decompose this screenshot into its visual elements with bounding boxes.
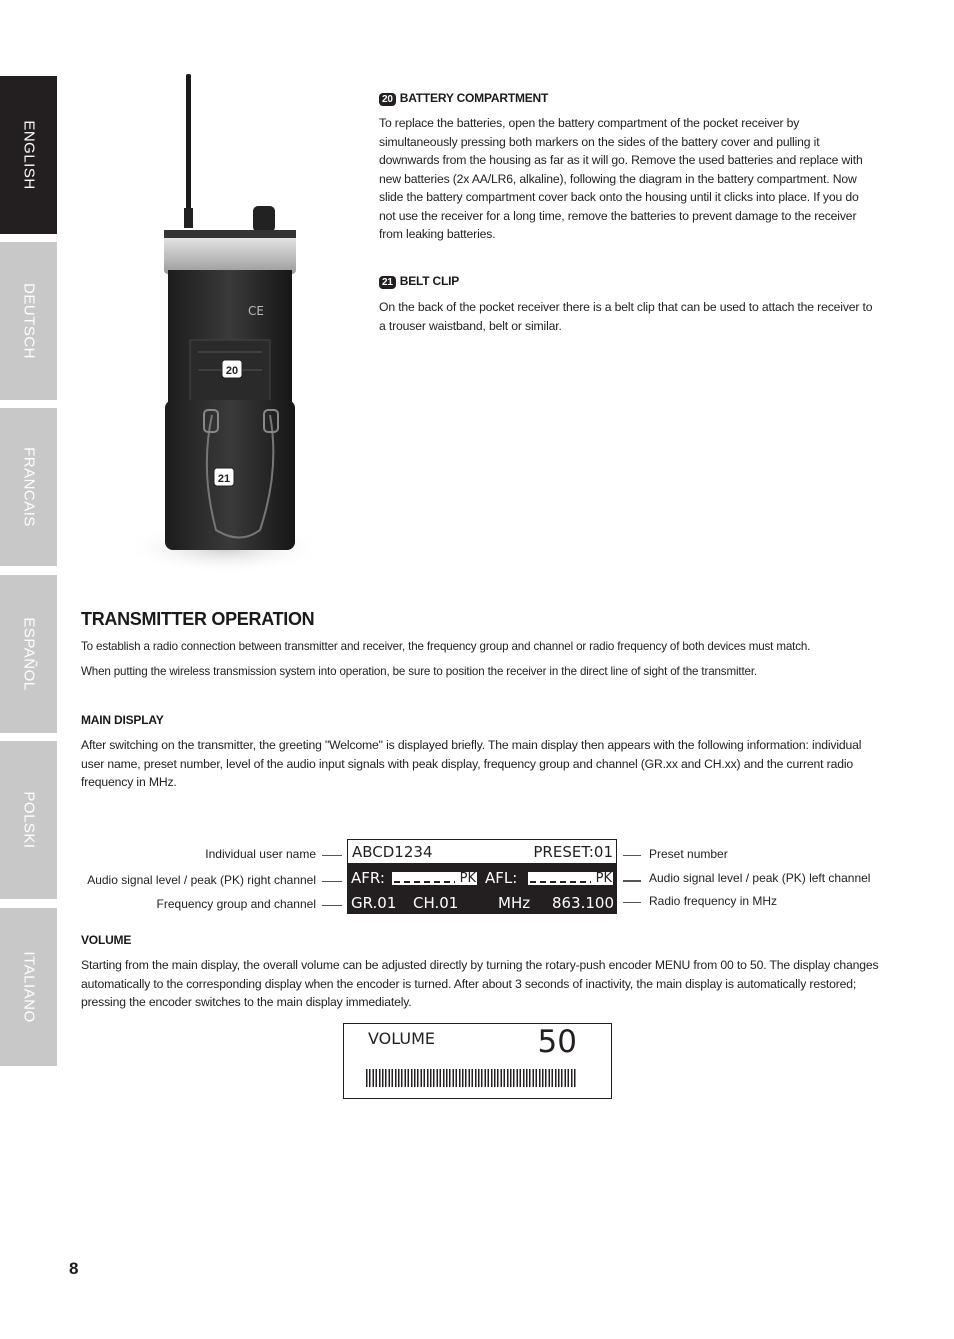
battery-heading <box>379 91 548 106</box>
lcd-mhz: MHz <box>498 894 531 912</box>
tab-francais-label: FRANCAIS <box>20 447 37 527</box>
tab-deutsch[interactable] <box>0 242 57 400</box>
callout-right-channel: Audio signal level / peak (PK) right channel <box>87 873 316 887</box>
rotary-knob <box>253 206 275 232</box>
leader-line <box>322 881 342 882</box>
lcd-afr-label: AFR: <box>351 869 385 887</box>
lcd-user-name: ABCD1234 <box>352 843 433 861</box>
beltclip-title: BELT CLIP <box>399 274 460 288</box>
callout-group-channel: Frequency group and channel <box>156 897 316 911</box>
callout-user-name: Individual user name <box>205 847 316 861</box>
leader-line <box>322 905 342 906</box>
tab-english-label: ENGLISH <box>20 120 37 190</box>
lcd-row-top <box>348 840 616 863</box>
svg-text:CE: CE <box>248 304 264 318</box>
main-lcd-display <box>347 839 617 914</box>
battery-title: BATTERY COMPARTMENT <box>399 91 549 105</box>
lcd-afl-pk: PK <box>595 871 612 886</box>
beltclip-heading <box>379 274 459 289</box>
lcd-afr-meter <box>392 872 477 885</box>
callout-21: 21 <box>217 473 231 485</box>
lcd-channel: CH.01 <box>413 894 459 912</box>
callout-20: 20 <box>225 365 239 377</box>
volume-text: Starting from the main display, the overall volume can be adjusted directly by turning the rotary-push encoder MENU from 00 to 50. The display changes automatically to the corresponding display when the encoder is turned. After about 3 seconds of inactivity, the main display is automatically restored; pressing the encoder switches to the main display immediately. <box>81 958 879 1009</box>
antenna <box>186 74 191 214</box>
volume-title: VOLUME <box>81 933 132 947</box>
battery-badge: 20 <box>379 93 396 106</box>
lcd-frequency: 863.100 <box>551 894 614 912</box>
callout-frequency: Radio frequency in MHz <box>649 894 778 908</box>
tab-english[interactable] <box>0 76 57 234</box>
lcd-afl-label: AFL: <box>485 869 518 887</box>
leader-line <box>322 855 342 856</box>
lcd-afl-meter <box>528 872 613 885</box>
pocket-receiver-illustration <box>120 70 340 590</box>
lcd-group: GR.01 <box>351 894 397 912</box>
main-display-title: MAIN DISPLAY <box>81 713 164 727</box>
tab-polski[interactable] <box>0 741 57 899</box>
tab-espanol[interactable] <box>0 575 57 733</box>
beltclip-badge: 21 <box>379 276 396 289</box>
tab-deutsch-label: DEUTSCH <box>20 282 37 360</box>
leader-line <box>623 855 641 856</box>
main-display-text: After switching on the transmitter, the greeting "Welcome" is displayed briefly. The main display then appears with the following information: individual user name, preset number, level of the audio input signals with peak display, frequency group and channel (GR.xx and CH.xx) and the current radio frequency in MHz. <box>81 738 862 789</box>
transmitter-p1: To establish a radio connection between transmitter and receiver, the frequency group and channel or radio frequency of both devices must match. <box>81 640 811 653</box>
tab-italiano-label: ITALIANO <box>20 951 37 1023</box>
volume-display <box>343 1023 612 1099</box>
volume-display-value: 50 <box>537 1024 577 1060</box>
callout-left-channel: Audio signal level / peak (PK) left channel <box>649 871 871 885</box>
lcd-preset: PRESET:01 <box>533 843 613 861</box>
page-number: 8 <box>69 1259 79 1278</box>
beltclip-text: On the back of the pocket receiver there is a belt clip that can be used to attach the receiver to a trouser waistband, belt or similar. <box>379 300 873 333</box>
tab-espanol-label: ESPAÑOL <box>20 617 37 691</box>
transmitter-title: TRANSMITTER OPERATION <box>81 609 315 629</box>
volume-level-bars <box>366 1069 576 1087</box>
lcd-afr-pk: PK <box>459 871 476 886</box>
transmitter-p2: When putting the wireless transmission system into operation, be sure to position the receiver in the direct line of sight of the transmitter. <box>81 665 757 678</box>
tab-italiano[interactable] <box>0 908 57 1066</box>
tab-francais[interactable] <box>0 408 57 566</box>
tab-polski-label: POLSKI <box>20 791 37 849</box>
battery-text: To replace the batteries, open the battery compartment of the pocket receiver by simultaneously pressing both markers on the sides of the battery cover and pulling it downwards from the housing as far as it will go. Remove the used batteries and replace with new batteries (2x AA/LR6, alkaline), following the diagram in the battery compartment. Now slide the battery compartment cover back onto the housing until it clicks into place. If you do not use the receiver for a long time, remove the batteries to prevent damage to the receiver from leaking batteries. <box>379 116 863 241</box>
leader-line <box>623 880 641 882</box>
leader-line <box>623 902 641 903</box>
callout-preset: Preset number <box>649 847 728 861</box>
volume-display-label: VOLUME <box>368 1029 435 1048</box>
